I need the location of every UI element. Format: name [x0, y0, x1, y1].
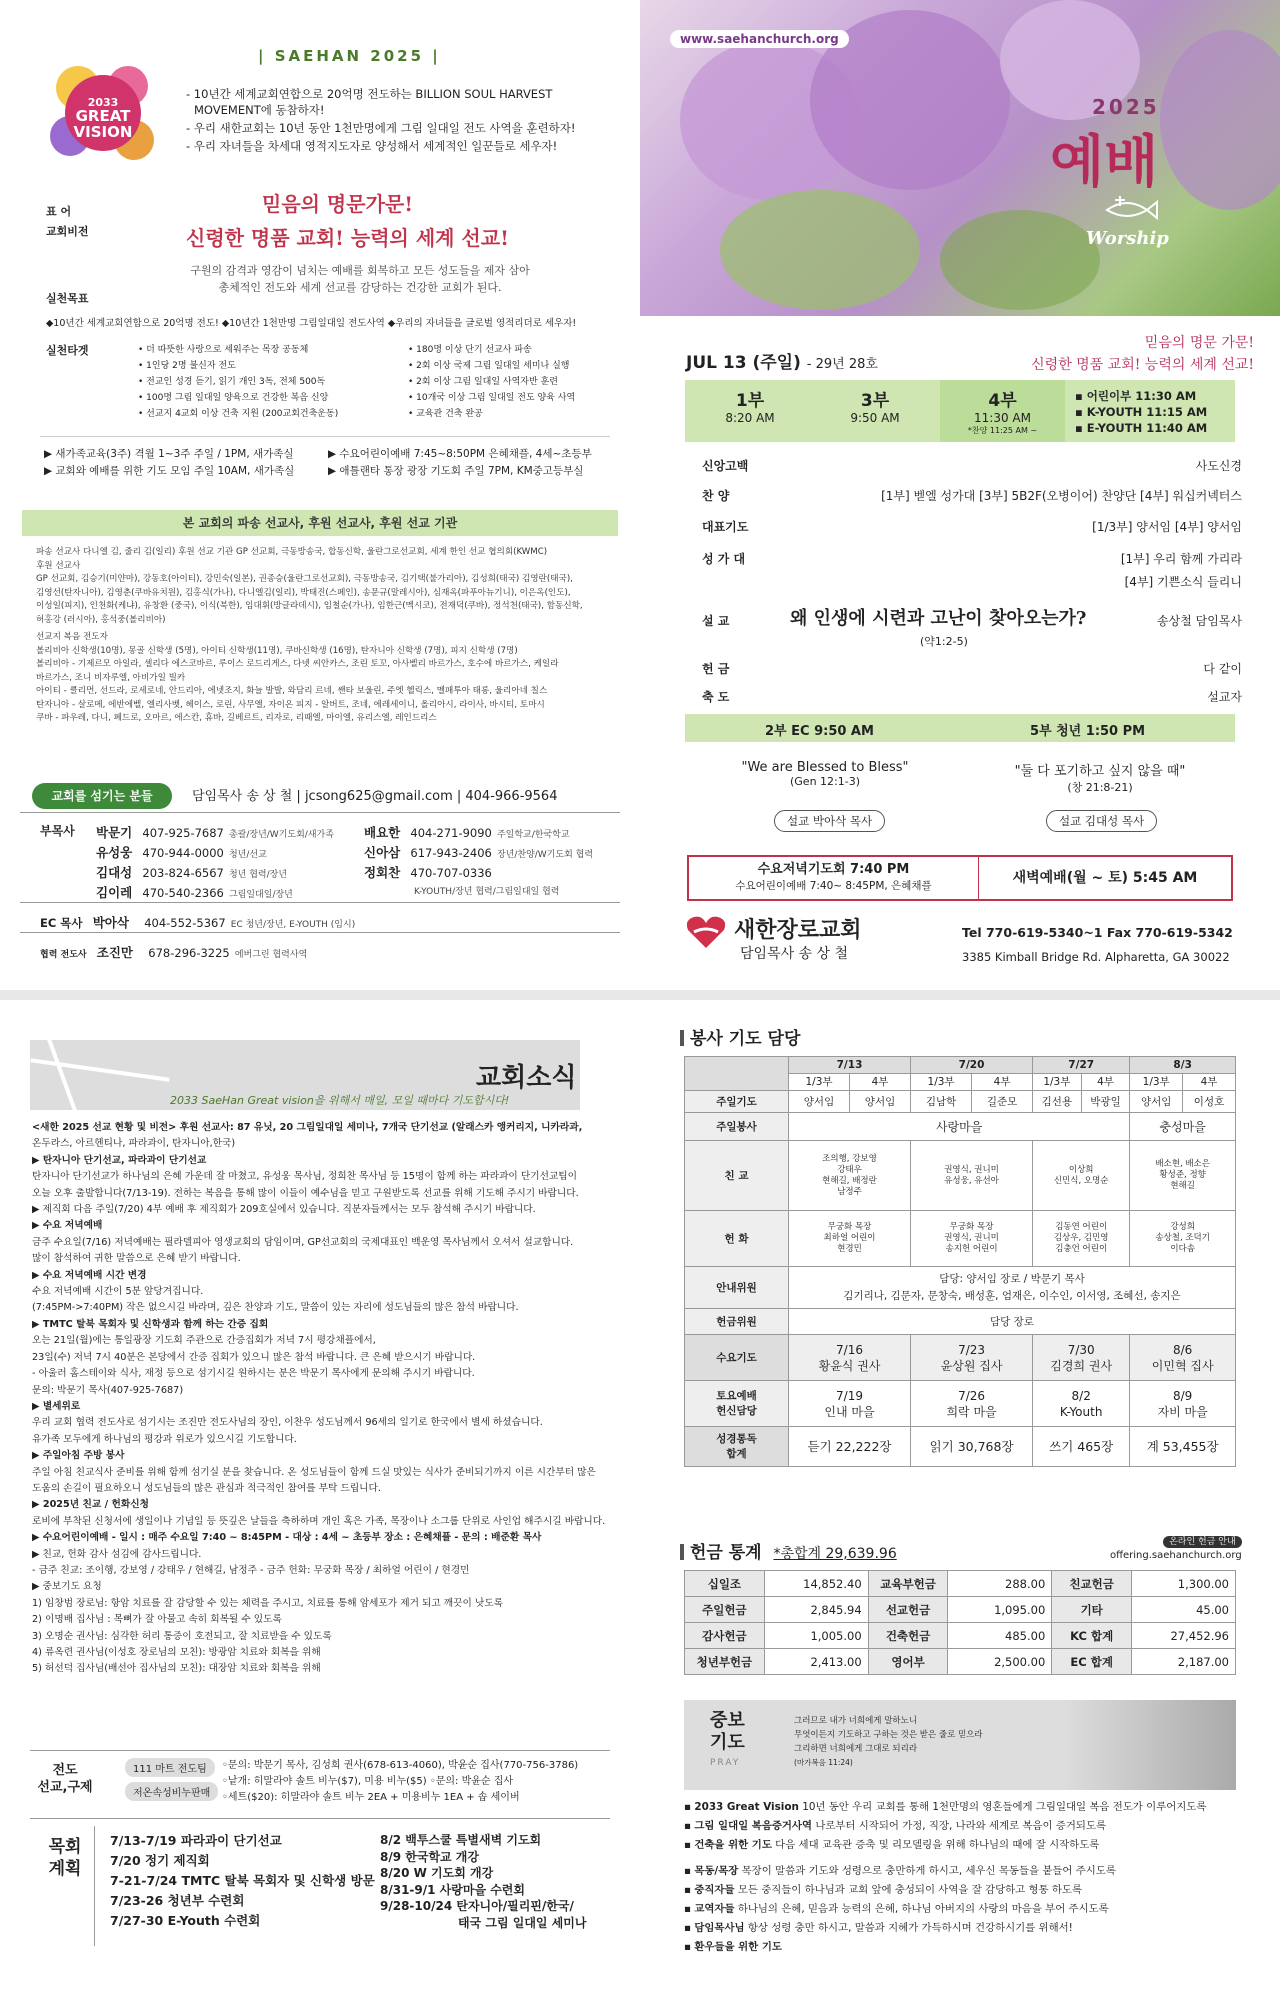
- notice-item: ▶ 교회와 예배를 위한 기도 모임 주일 10AM, 새가족실: [44, 465, 295, 477]
- goal-line: ◆10년간 세계교회연합으로 20억명 전도! ◆10년간 1천만명 그림일대일 전도사역 ◆우리의 자녀들을 글로벌 영적리더로 세우자!: [46, 318, 577, 329]
- church-contact: [962, 921, 1233, 969]
- target-item: • 2회 이상 국제 그림 일대일 세미나 실행: [408, 361, 570, 371]
- cell: 강성희 송상철, 조덕기 이다솜: [1130, 1211, 1236, 1267]
- volunteer-title: 봉사 기도 담당: [680, 1024, 800, 1049]
- target-item: • 전교인 성경 듣기, 읽기 개인 3독, 전체 500독: [138, 377, 326, 387]
- ec-service: 2부 EC 9:50 AM: [765, 724, 874, 739]
- prayer-item: ▪ 교역자들 하나님의 은혜, 믿음과 능력의 은혜, 하나님 아버지의 사랑의 마음을 부어 주시도록: [684, 1903, 1109, 1915]
- notice-item: ▶ 수요어린이예배 7:45~8:50PM 은혜채플, 4세~초등부: [328, 448, 592, 460]
- news-line: ▶ 친교, 헌화 감사 섬김에 감사드립니다.: [32, 1548, 202, 1560]
- news-line: 도움의 손길이 필요하오니 성도님들의 많은 관심과 적극적인 참여를 부탁 드립니다.: [32, 1482, 381, 1494]
- evangelism-tag: 111 마트 전도팀: [125, 1758, 215, 1777]
- news-line: ▶ 별세위로: [32, 1400, 81, 1412]
- cell: 권영식, 권니미 유성웅, 유선아: [911, 1141, 1033, 1211]
- news-line: 온두라스, 아르헨티나, 파라과이, 탄자니아,한국): [32, 1138, 236, 1150]
- staff-entry: 김이레 470-540-2366 그림일대일/장년: [96, 885, 293, 900]
- sub-header: 1/3부: [789, 1074, 850, 1091]
- youth-services: [1075, 388, 1207, 436]
- news-line: 5) 허선덕 집사님(배선아 집사님의 모친): 대장암 치료와 회복을 위해: [32, 1663, 321, 1675]
- row-label: 안내위원: [685, 1267, 789, 1309]
- mission-line: 탄자니아 - 살로메, 에반에벨, 엘리사벳, 헤이스, 로린, 사무엘, 자이온 피지 - 알버트, 조네, 에레세이니, 올리아시, 라이사, 바시티, 토마시: [36, 699, 545, 710]
- table-row: 주일헌금 2,845.94 선교헌금 1,095.00 기타 45.00: [685, 1597, 1236, 1623]
- notices-right: [328, 446, 592, 480]
- church-pastor: 담임목사 송 상 철: [740, 946, 849, 962]
- staff-entry: 신아삼 617-943-2406 장년/찬양/W기도회 협력: [364, 845, 594, 860]
- date-header: 7/13: [789, 1057, 911, 1074]
- youth-service: ▪ K-YOUTH 11:15 AM: [1075, 405, 1208, 419]
- target-item: • 2회 이상 그림 일대일 사역자반 훈련: [408, 377, 558, 387]
- staff-entry: 배요한 404-271-9090 주일학교/한국학교: [364, 825, 570, 840]
- vision-description: [150, 262, 570, 296]
- service-date: JUL 13 (주일) - 29년 28호: [686, 353, 878, 373]
- cell: 7/19 인내 마을: [789, 1381, 911, 1427]
- prayer-item: ▪ 환우들을 위한 기도: [684, 1941, 782, 1953]
- cell: 7/26 희락 마을: [911, 1381, 1033, 1427]
- youth-service: ▪ 어린이부 11:30 AM: [1075, 389, 1197, 403]
- sub-header: 1/3부: [911, 1074, 972, 1091]
- slogan-line2: 신령한 명품 교회! 능력의 세계 선교!: [186, 226, 509, 250]
- label-goal: 실천목표: [46, 292, 89, 305]
- row-label: 토요예배 헌신담당: [685, 1381, 789, 1427]
- wednesday-service: [689, 857, 979, 899]
- youth-sermon: [960, 760, 1240, 795]
- staff-title: 교회를 섬기는 분들: [32, 783, 172, 809]
- ec-sermon-ref: (Gen 12:1-3): [789, 775, 860, 788]
- hero-worship: Worship: [1086, 228, 1169, 249]
- cell: 이성호: [1183, 1091, 1236, 1113]
- logo-line1: GREAT: [75, 107, 131, 125]
- vision-item: - 우리 자녀들을 차세대 영적지도자로 양성해서 세계적인 일꾼들로 세우자!: [186, 139, 558, 153]
- target-item: • 선교지 4교회 이상 건축 지원 (200교회건축운동): [138, 409, 339, 419]
- mission-title: 본 교회의 파송 선교사, 후원 선교사, 후원 선교 기관: [22, 510, 618, 536]
- mission-line: 선교지 복음 전도자: [36, 632, 108, 642]
- wednesday-kids: 수요어린이예배 7:40~ 8:45PM, 은혜채플: [735, 880, 932, 892]
- news-line: ▶ 탄자니아 단기선교, 파라과이 단기선교: [32, 1154, 207, 1166]
- cell: 충성마을: [1130, 1113, 1236, 1141]
- logo-year: 2033: [87, 96, 119, 109]
- table-row: 청년부헌금 2,413.00 영어부 2,500.00 EC 합계 2,187.00: [685, 1649, 1236, 1675]
- news-line: 유가족 모두에게 하나님의 평강과 위로가 있으시길 기도합니다.: [32, 1433, 297, 1445]
- plan-item: 9/28-10/24 탄자니아/필리핀/한국/: [380, 1899, 574, 1913]
- row-label: 주일봉사: [685, 1113, 789, 1141]
- ec-sermon: [690, 760, 960, 788]
- cell: 김선용: [1033, 1091, 1082, 1113]
- plan-item: 8/9 한국학교 개강: [380, 1849, 479, 1864]
- church-address: 3385 Kimball Bridge Rd. Alpharetta, GA 30022: [962, 950, 1230, 964]
- service-panel: [640, 1000, 1280, 1991]
- mission-line: 허홍강 (러시아), 홍석중(볼리비아): [36, 614, 166, 625]
- table-row: [685, 1113, 1236, 1141]
- slogan-line1: 믿음의 명문가문!: [262, 192, 413, 216]
- cell: 이상희 신민식, 오명순: [1033, 1141, 1130, 1211]
- cell: 8/6 이민혁 집사: [1130, 1335, 1236, 1381]
- motto-line: 믿음의 명문 가문!: [1144, 335, 1254, 351]
- cell: 길준모: [972, 1091, 1033, 1113]
- motto: [974, 332, 1254, 376]
- news-panel: [0, 1000, 640, 1991]
- senior-pastor-line: 담임목사 송 상 철 | jcsong625@gmail.com | 404-966-9564: [192, 789, 558, 804]
- fish-cross-icon: [1102, 192, 1162, 222]
- prayer-list-1: [684, 1798, 1236, 1855]
- church-name: 새한장로교회: [734, 918, 862, 943]
- cell: 박광일: [1081, 1091, 1130, 1113]
- youth-service-5: 5부 청년 1:50 PM: [1030, 724, 1146, 739]
- prayer-label: 중보 기도: [710, 1710, 745, 1753]
- cell: 무궁화 목장 최하얼 어린이 현경민: [789, 1211, 911, 1267]
- target-item: • 1인당 2명 불신자 전도: [138, 361, 236, 371]
- youth-service: ▪ E-YOUTH 11:40 AM: [1075, 421, 1208, 435]
- service-times: [685, 380, 1235, 442]
- vision-item: - 우리 새한교회는 10년 동안 1천만명에게 그림 일대일 전도 사역을 훈련하자!: [186, 121, 576, 135]
- online-badge: 온라인 헌금 안내: [1163, 1536, 1242, 1548]
- prayer-label-en: PRAY: [710, 1758, 741, 1768]
- vision-desc-line: 구원의 감격과 영감이 넘치는 예배를 회복하고 모든 성도들을 제자 삼아: [190, 264, 530, 277]
- prayer-item: ▪ 담임목사님 항상 성령 충만 하시고, 말씀과 지혜가 가득하시며 건강하시기를 위해서!: [684, 1922, 1073, 1934]
- mission-line: 후원 선교사: [36, 560, 81, 571]
- news-line: ▶ 중보기도 요청: [32, 1581, 102, 1593]
- ec-preacher: 설교 박아삭 목사: [774, 810, 885, 832]
- news-line: ▶ 수요 저녁예배: [32, 1220, 103, 1232]
- service-3: 3부 9:50 AM: [850, 391, 900, 425]
- other-services: [685, 714, 1235, 742]
- evangelism-tag: 저온속성비누판매: [125, 1782, 218, 1801]
- news-line: - 금주 친교: 조이행, 강보영 / 강태우 / 현해길, 남정주 - 금주 헌화: 무궁화 목장 / 최하얼 어린이 / 현경민: [32, 1564, 470, 1576]
- plans-left: [110, 1832, 375, 1929]
- church-phone: Tel 770-619-5340~1 Fax 770-619-5342: [962, 925, 1233, 940]
- hero-year: 2025: [1092, 95, 1160, 119]
- plan-label: 목회 계획: [48, 1837, 82, 1879]
- offering-title: 헌금 통계 *총합계 29,639.96: [680, 1538, 897, 1563]
- cell: 양서임: [850, 1091, 911, 1113]
- youth-sermon-ref: (창 21:8-21): [1067, 781, 1133, 794]
- prayer-banner: [684, 1700, 1236, 1790]
- table-row: 십일조 14,852.40 교육부헌금 288.00 친교헌금 1,300.00: [685, 1571, 1236, 1597]
- target-item: • 교육관 건축 완공: [408, 409, 483, 419]
- cell: 양서임: [789, 1091, 850, 1113]
- news-line: 오늘 오후 출발합니다(7/13-19). 전하는 복음을 통해 많이 이들이 예수님을 믿고 구원받도록 선교를 위해 기도해 주시기 바랍니다.: [32, 1187, 579, 1199]
- table-row: [685, 1211, 1236, 1267]
- prayer-list-2: [684, 1862, 1236, 1957]
- notice-item: ▶ 새가족교육(3주) 격월 1~3주 주일 / 1PM, 새가족실: [44, 448, 294, 460]
- staff-entry-ec: EC 목사 박아삭 404-552-5367 EC 청년/장년, E-YOUTH (임시): [40, 915, 356, 930]
- service-4: 4부 11:30 AM *찬양 11:25 AM ~: [967, 391, 1038, 435]
- cell: 쓰기 465장: [1033, 1427, 1130, 1467]
- church-logo-icon: [684, 914, 728, 950]
- news-line: 3) 오명순 권사님: 심각한 허리 통증이 호전되고, 잘 치료받을 수 있도록: [32, 1630, 332, 1642]
- news-subtitle: 2033 SaeHan Great vision을 위해서 매일, 모일 때마다 기도합시다!: [170, 1094, 510, 1107]
- cell: 김동연 어린이 김상우, 김민영 김충언 어린이: [1033, 1211, 1130, 1267]
- table-row: 감사헌금 1,005.00 건축헌금 485.00 KC 합계 27,452.96: [685, 1623, 1236, 1649]
- prayer-item: ▪ 중직자들 모든 중직들이 하나님과 교회 앞에 충성되이 사역을 잘 감당하고 형통 하도록: [684, 1884, 1083, 1896]
- target-item: • 180명 이상 단기 선교사 파송: [408, 345, 532, 355]
- plan-item: 8/2 백투스쿨 특별새벽 기도회: [380, 1833, 542, 1847]
- table-row: [685, 1267, 1236, 1309]
- sub-header: 4부: [1183, 1074, 1236, 1091]
- volunteer-table: [684, 1056, 1236, 1467]
- label-motto: 표 어: [46, 205, 72, 218]
- sub-header: 1/3부: [1130, 1074, 1183, 1091]
- sub-header: 4부: [850, 1074, 911, 1091]
- plan-item: 7/27-30 E-Youth 수련회: [110, 1913, 261, 1928]
- mission-line: 파송 선교사 다니엘 김, 줄리 김(일리) 후원 선교 기관 GP 선교회, 극동방송국, 합동신학, 울란그로선교회, 세계 한인 선교 협의회(KWMC): [36, 547, 548, 557]
- news-line: 오는 21일(월)에는 통일광장 기도회 주관으로 간증집회가 저녁 7시 평강채플에서,: [32, 1335, 376, 1347]
- table-row: [685, 1427, 1236, 1467]
- staff-entry-coop: 협력 전도사 조진만 678-296-3225 에버그린 협력사역: [40, 945, 308, 960]
- news-line: 탄자니아 단기선교가 하나님의 은혜 가운데 잘 마쳤고, 유성웅 목사님, 정희찬 목사님 등 15명이 함께 하는 파라과이 단기선교팀이: [32, 1171, 578, 1183]
- news-line: 금주 수요일(7/16) 저녁예배는 필라델피아 영생교회의 담임이며, GP선교회의 국제대표인 백운영 목사님께서 오셔서 설교합니다.: [32, 1236, 574, 1248]
- targets-right: [408, 342, 575, 422]
- table-row: [685, 1057, 1236, 1074]
- target-item: • 더 따뜻한 사랑으로 세워주는 목장 공동체: [138, 345, 309, 355]
- logo-line2: VISION: [73, 123, 133, 141]
- cell: 8/2 K-Youth: [1033, 1381, 1130, 1427]
- wednesday-prayer: 수요저녁기도회 7:40 PM: [757, 862, 910, 877]
- staff-role: 부목사: [40, 824, 75, 838]
- row-label: 수요기도: [685, 1335, 789, 1381]
- targets-left: [138, 342, 338, 422]
- label-target: 실천타겟: [46, 344, 89, 357]
- online-url[interactable]: offering.saehanchurch.org: [1110, 1550, 1242, 1561]
- news-line: 2) 이명배 집사님 : 목뼈가 잘 아물고 속히 회복될 수 있도록: [32, 1614, 282, 1626]
- target-item: • 10개국 이상 그림 일대일 전도 양육 사역: [408, 393, 576, 403]
- prayer-item: ▪ 2033 Great Vision 10년 동안 우리 교회를 통해 1천만명의 영혼들에게 그림일대일 복음 전도가 이루어지도록: [684, 1801, 1207, 1813]
- news-line: ▶ 2025년 친교 / 헌화신청: [32, 1499, 149, 1511]
- dawn-service: 새벽예배(월 ~ 토) 5:45 AM: [1012, 870, 1198, 886]
- news-line: ▶ TMTC 탈북 목회자 및 신학생과 함께 하는 간증 집회: [32, 1318, 269, 1330]
- mission-line: 볼리비아 - 기제르모 아일라, 셀리다 에스코바르, 루이스 로드리게스, 다넷 씨안카스, 조린 토꼬, 아사벨리 바르가스, 호수에 바르가스, 케일라: [36, 659, 559, 669]
- sermon-reference: (약1:2-5): [920, 635, 968, 648]
- evangelism-line: ◦낱개: 히말라야 솔트 비누($7), 미용 비누($5) ◦문의: 박윤순 집사: [222, 1776, 514, 1787]
- mission-line: 이성일(피지), 인천화(케냐), 유창환 (중국), 이식(북한), 임대휘(방글라데시), 임철순(가나), 임한근(멕시코), 전재덕(쿠바), 정석천(태국), 함동신학,: [36, 601, 583, 611]
- prayer-item: ▪ 목동/목장 목장이 말씀과 기도와 성령으로 충만하게 하시고, 세우신 목동들을 붙들어 주시도록: [684, 1865, 1116, 1877]
- offering-table: [684, 1570, 1236, 1675]
- cell: 계 53,455장: [1130, 1427, 1236, 1467]
- website-url: www.saehanchurch.org: [670, 30, 849, 48]
- staff-note: K-YOUTH/장년 협력/그림일대일 협력: [414, 887, 560, 897]
- news-line: (7:45PM->7:40PM) 작은 없으시길 바라며, 깊은 찬양과 기도, 말씀이 있는 자리에 성도님들의 많은 참석 바랍니다.: [32, 1302, 519, 1314]
- mission-line: 볼리비아 신학생(10명), 몽골 신학생 (5명), 아이티 신학생(11명), 쿠바신학생 (16명), 탄자니아 신학생 (7명), 피지 신학생 (7명): [36, 645, 518, 656]
- staff-entry: 정회찬 470-707-0336: [364, 865, 492, 880]
- table-row: [685, 1309, 1236, 1335]
- front-left-panel: [0, 0, 640, 990]
- cell: 사랑마을: [789, 1113, 1130, 1141]
- vision-list: [186, 86, 606, 156]
- table-row: [685, 1091, 1236, 1113]
- plan-item: 8/31-9/1 사랑마을 수련회: [380, 1882, 525, 1897]
- cell: 읽기 30,768장: [911, 1427, 1033, 1467]
- ec-sermon-title: "We are Blessed to Bless": [741, 760, 909, 775]
- cell: 담당 장로: [789, 1309, 1236, 1335]
- front-right-panel: www.saehanchurch.org 2025 예배 Worship JUL 13 (주일) - 29년 28호 믿음의 명문 가문! 신령한 명품 교회! 능력의 세계 선교! 1부 8:20 AM 3부 9:50 AM 4부 11:30 AM *찬양 11:25 AM ~ ▪ 어린이부 11:30 AM ▪ K-YOUTH 11:15 AM ▪ E-YOUTH 11:40 AM 신앙고백 사도신경 찬 양 [1부] 벧엘 성가대 [3부] 5B2F(오병이어) 찬양단 [4부] 워십커넥터스 대표기도 [1/3부] 양서임 [4부] 양서임 성 가 대 [1부] 우리 함께 가리라 [4부] 기쁜소식 들리니 설 교 송상철 담임목사 왜 인생에 시련과 고난이 찾아오는가? (약1:2-5) 헌 금 다 같이 축 도 설교자 2부 EC 9:50 AM 5부 청년 1:50 PM "We are Blessed to Bless" (Gen 12:1-3) "둘 다 포기하고 싶지 않을 때" (창 21:8-21) 설교 박아삭 목사 설교 김대성 목사 수요저녁기도회 7:40 PM 수요어린이예배 7:40~ 8:45PM, 은혜채플 새벽예배(월 ~ 토) 5:45 AM 새한장로교회 담임목사 송 상 철 Tel 770-619-5340~1 Fax 770-619-5342 3385 Kimball Bridge Rd. Alpharetta, GA 30022: [640, 0, 1280, 990]
- service-1: 1부 8:20 AM: [725, 391, 775, 425]
- youth-sermon-title: "둘 다 포기하고 싶지 않을 때": [1014, 764, 1186, 779]
- mission-line: 바르가스, 조니 비자루엘, 아비가일 빌카: [36, 672, 186, 683]
- evangelism-label: 전도 선교,구제: [37, 1763, 93, 1795]
- table-row: [685, 1141, 1236, 1211]
- date-header: 7/20: [911, 1057, 1033, 1074]
- table-row: [685, 1335, 1236, 1381]
- news-line: ▶ 주일아침 주방 봉사: [32, 1450, 125, 1462]
- mission-line: 아이티 - 클리먼, 선드라, 로세로네, 안드리아, 에넷조지, 화늘 발발, 와담리 르네, 쌘타 보울린, 주엣 헬릭스, 멜패투아 태롱, 울리아네 칠스: [36, 686, 548, 696]
- online-offering: [1110, 1534, 1242, 1561]
- staff-entry: 유성웅 470-944-0000 청년/선교: [96, 845, 267, 860]
- plan-item: 7/13-7/19 파라과이 단기선교: [110, 1833, 282, 1848]
- evangelism-line: ◦세트($20): 히말라야 솔트 비누 2EA + 미용비누 1EA + 솝 세이버: [222, 1792, 520, 1803]
- evangelism-line: ◦문의: 박문기 목사, 김성희 권사(678-613-4060), 박윤순 집사(770-756-3786): [222, 1760, 579, 1771]
- youth-preacher: 설교 김대성 목사: [1046, 810, 1157, 832]
- cell: 8/9 자비 마을: [1130, 1381, 1236, 1427]
- row-label: 주일기도: [685, 1091, 789, 1113]
- staff-entry: 박문기 407-925-7687 총괄/장년/W기도회/새가족: [96, 825, 334, 840]
- sub-header: 1/3부: [1033, 1074, 1082, 1091]
- mission-line: GP 선교회, 김승기(미얀마), 강동호(아이티), 강민숙(일본), 권종승(울란그로선교회), 극동방송국, 김기택(불가리아), 김성희(태국) 김영란(태국),: [36, 574, 573, 584]
- news-line: 23일(수) 저녁 7시 40분은 본당에서 간증 집회가 있으니 많은 참석 바랍니다. 큰 은혜 받으시기 바랍니다.: [32, 1351, 476, 1363]
- prayer-verse: 그러므로 내가 너희에게 말하노니 무엇이든지 기도하고 구하는 것은 받은 줄로 믿으라 그리하면 너희에게 그대로 되리라 (마가복음 11:24): [794, 1716, 983, 1767]
- cell: 담당: 양서임 장로 / 박문기 목사 김기리나, 김문자, 문창숙, 배성훈, 엄재은, 이수인, 이서영, 조혜선, 송지은: [789, 1267, 1236, 1309]
- date-header: 7/27: [1033, 1057, 1130, 1074]
- row-label: 친 교: [685, 1141, 789, 1211]
- cell: 7/30 김경희 권사: [1033, 1335, 1130, 1381]
- cell: 7/16 황윤식 권사: [789, 1335, 911, 1381]
- cell: 양서임: [1130, 1091, 1183, 1113]
- staff-entry: 김대성 203-824-6567 청년 협력/장년: [96, 865, 288, 880]
- news-line: - 아울러 홈스테이와 식사, 재정 등으로 섬기시길 원하시는 분은 박문기 목사에게 문의해 주시기 바랍니다.: [32, 1368, 475, 1380]
- cell: 김남학: [911, 1091, 972, 1113]
- news-line: 문의: 박문기 목사(407-925-7687): [32, 1384, 184, 1396]
- cell: 조의행, 강보영 강태우 현해길, 배정란 남정주: [789, 1141, 911, 1211]
- plans-right: [380, 1832, 586, 1931]
- sub-header: 4부: [1081, 1074, 1130, 1091]
- news-line: ▶ 제직회 다음 주일(7/20) 4부 예배 후 제직회가 209호실에서 있습니다. 직분자들께서는 모두 참석해 주시기 바랍니다.: [32, 1204, 536, 1216]
- vision-desc-line: 총체적인 전도와 세계 선교를 감당하는 건강한 교회가 된다.: [218, 281, 502, 294]
- plan-item: 7/23-26 청년부 수련회: [110, 1893, 245, 1908]
- cell: 무궁화 목장 권영식, 권니미 송지헌 어린이: [911, 1211, 1033, 1267]
- mission-line: 김영선(탄자니아), 김영춘(쿠바유치원), 김홍식(가나), 다니엘김(일리), 박태진(스페인), 송문규(말레시아), 심재옥(파푸아뉴기니), 이은옥(인도),: [36, 587, 571, 598]
- label-vision: 교회비전: [46, 225, 89, 238]
- news-line: 우리 교회 협력 전도사로 섬기시는 조진만 전도사님의 장인, 이찬우 성도님께서 96세의 일기로 한국에서 별세 하셨습니다.: [32, 1417, 543, 1429]
- weekday-services: [687, 855, 1233, 901]
- table-row: [685, 1381, 1236, 1427]
- vision-item: MOVEMENT에 동참하자!: [194, 103, 325, 117]
- notice-item: ▶ 애틀랜타 통장 광장 기도회 주일 7PM, KM중고등부실: [328, 465, 584, 477]
- news-body: [32, 1120, 622, 1678]
- news-line: ▶ 수요 저녁예배 시간 변경: [32, 1269, 147, 1281]
- row-label: 헌 화: [685, 1211, 789, 1267]
- plan-item: 7-21-7/24 TMTC 탈북 목회자 및 신학생 방문: [110, 1873, 375, 1888]
- news-line: 수요 저녁예배 시간이 5분 앞당겨집니다.: [32, 1286, 204, 1298]
- row-label: 헌금위원: [685, 1309, 789, 1335]
- cell: 듣기 22,222장: [789, 1427, 911, 1467]
- news-line: 4) 류옥련 권사님(이성호 장로님의 모친): 방광암 치료와 회복을 위해: [32, 1647, 321, 1658]
- news-line: <새한 2025 선교 현황 및 비전> 후원 선교사: 87 유닛, 20 그림일대일 세미나, 7개국 단기선교 (알래스카 앵커리지, 니카라과,: [32, 1122, 583, 1133]
- hands-image: [1064, 1700, 1236, 1790]
- target-item: • 100명 그림 일대일 양육으로 건강한 복음 신앙: [138, 393, 329, 403]
- mission-line: 쿠바 - 파우레, 다니, 페드로, 오마르, 에스칸, 휴바, 길베르트, 리자로, 리때엘, 마이엘, 유리스엘, 레인드리스: [36, 713, 437, 723]
- notices-left: [44, 446, 294, 480]
- news-line: ▶ 수요어린이예배 - 일시 : 매주 수요일 7:40 ~ 8:45PM - 대상 : 4세 ~ 초등부 장소 : 은혜채플 - 문의 : 배준환 목사: [32, 1532, 542, 1544]
- vision-item: - 10년간 세계교회연합으로 20억명 전도하는 BILLION SOUL HARVEST: [186, 87, 553, 101]
- news-line: 1) 임창범 장로님: 항암 치료를 잘 감당할 수 있는 체력을 주시고, 치료를 통해 암세포가 제거 되고 깨끗이 낫도록: [32, 1597, 504, 1609]
- cell: 7/23 윤상원 집사: [911, 1335, 1033, 1381]
- plan-item: 8/20 W 기도회 개강: [380, 1866, 494, 1880]
- plan-item: 7/20 정기 제직회: [110, 1853, 210, 1868]
- news-line: 주일 아침 친교식사 준비를 위해 함께 섬기실 분을 찾습니다. 온 성도님들이 함께 드실 맛있는 식사가 준비되기까지 이른 시간부터 많은: [32, 1466, 596, 1478]
- plan-item: 태국 그림 일대일 세미나: [458, 1915, 587, 1930]
- cell: 배소현, 배소은 황성준, 정향 현해길: [1130, 1141, 1236, 1211]
- news-line: 로비에 부착된 신청서에 생일이나 기념일 등 뜻깊은 날들을 축하하며 개인 혹은 가족, 목장이나 소그룹 단위로 사인업 해주시길 바랍니다.: [32, 1515, 606, 1527]
- sub-header: 4부: [972, 1074, 1033, 1091]
- mission-list: [36, 546, 608, 726]
- hero-title: 예배: [1050, 129, 1159, 195]
- evangelism-lines: [222, 1758, 578, 1806]
- news-title: 교회소식: [476, 1063, 577, 1093]
- prayer-item: ▪ 그림 일대일 복음증거사역 나로부터 시작되어 가정, 직장, 나라와 세계로 복음이 증거되도록: [684, 1820, 1107, 1832]
- header-title: | SAEHAN 2025 |: [258, 47, 441, 65]
- row-label: 성경통독 합계: [685, 1427, 789, 1467]
- sermon-title: 왜 인생에 시련과 고난이 찾아오는가?: [790, 608, 1087, 629]
- date-header: 8/3: [1130, 1057, 1236, 1074]
- motto-line: 신령한 명품 교회! 능력의 세계 선교!: [1031, 357, 1254, 373]
- news-line: 많이 참석하여 귀한 말씀으로 은혜 받기 바랍니다.: [32, 1253, 241, 1265]
- prayer-item: ▪ 건축을 위한 기도 다음 세대 교육관 증축 및 리모델링을 위해 하나님의 때에 잘 시작하도록: [684, 1839, 1100, 1851]
